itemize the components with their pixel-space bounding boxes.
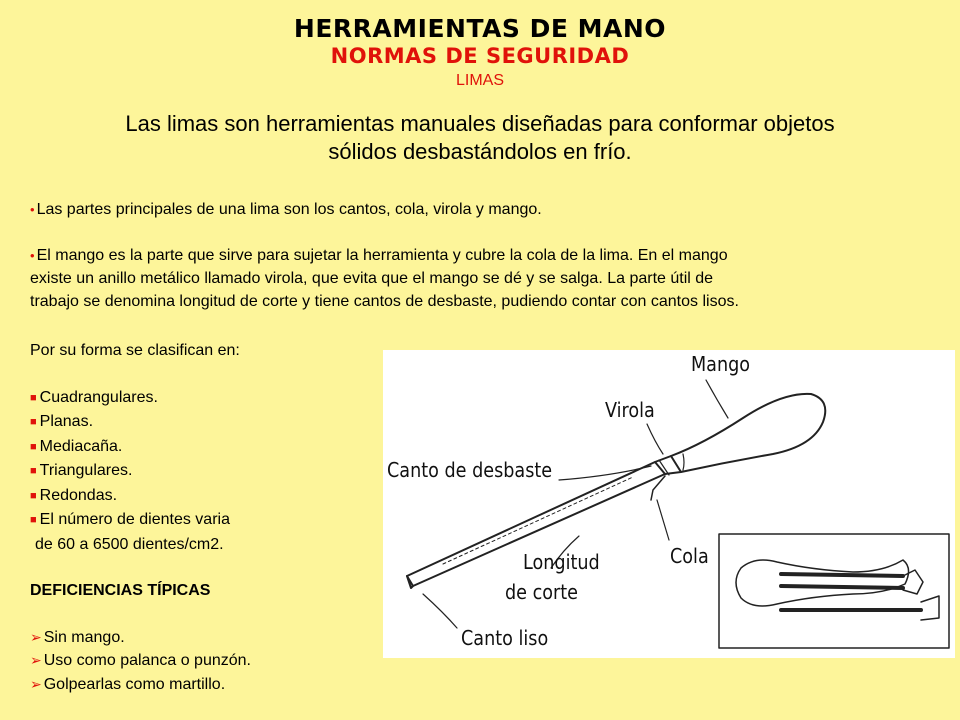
list-item: ■ Cuadrangulares. xyxy=(30,388,158,406)
paragraph-parts xyxy=(30,198,930,221)
label-canto-desbaste: Canto de desbaste xyxy=(387,458,553,482)
bullet-dot-icon: • xyxy=(30,248,35,263)
classification-heading: Por su forma se clasifican en: xyxy=(30,342,240,359)
arrow-bullet-icon: ➢ xyxy=(30,628,42,645)
deficiencies-heading: DEFICIENCIAS TÍPICAS xyxy=(30,582,211,599)
list-item: ➢ Uso como palanca o punzón. xyxy=(30,652,251,669)
intro-text xyxy=(40,110,920,166)
list-item: ■ El número de dientes varia xyxy=(30,511,230,528)
bullet-dot-icon: • xyxy=(30,202,35,217)
label-canto-liso: Canto liso xyxy=(461,626,549,650)
file-diagram xyxy=(383,350,955,658)
paragraph-parts-text: Las partes principales de una lima son los cantos, cola, virola y mango. xyxy=(36,201,542,218)
square-bullet-icon: ■ xyxy=(30,514,37,526)
label-de-corte: de corte xyxy=(505,580,579,604)
classification-list xyxy=(30,339,251,696)
square-bullet-icon: ■ xyxy=(30,416,37,428)
list-item: ■ Mediacaña. xyxy=(30,437,123,455)
label-mango: Mango xyxy=(691,352,751,376)
section-label: LIMAS xyxy=(455,72,504,89)
file-drawing-icon xyxy=(383,350,955,658)
label-virola: Virola xyxy=(605,398,655,422)
square-bullet-icon: ■ xyxy=(30,440,37,453)
list-item: ■ Redondas. xyxy=(30,486,118,504)
paragraph-mango xyxy=(30,244,930,313)
page-subtitle: NORMAS DE SEGURIDAD xyxy=(330,44,630,68)
arrow-bullet-icon: ➢ xyxy=(30,675,42,692)
intro-line-2: sólidos desbastándolos en frío. xyxy=(328,139,632,164)
intro-line-1: Las limas son herramientas manuales diseñadas para conformar objetos xyxy=(125,111,835,136)
square-bullet-icon: ■ xyxy=(30,489,37,502)
paragraph-mango-line-1: El mango es la parte que sirve para sujetar la herramienta y cubre la cola de la lima. En el mango xyxy=(36,247,728,264)
list-item: ➢ Sin mango. xyxy=(30,628,125,646)
list-item: ➢ Golpearlas como martillo. xyxy=(30,675,226,693)
label-cola: Cola xyxy=(670,544,709,568)
square-bullet-icon: ■ xyxy=(30,391,37,404)
arrow-bullet-icon: ➢ xyxy=(30,652,42,668)
paragraph-mango-line-3: trabajo se denomina longitud de corte y tiene cantos de desbaste, pudiendo contar con cantos lisos. xyxy=(30,293,739,310)
list-item: ■ Planas. xyxy=(30,413,94,430)
square-bullet-icon: ■ xyxy=(30,465,37,477)
paragraph-mango-line-2: existe un anillo metálico llamado virola, que evita que el mango se dé y se salga. La parte útil de xyxy=(30,270,714,287)
page-title: HERRAMIENTAS DE MANO xyxy=(293,14,667,43)
label-longitud: Longitud xyxy=(523,550,600,574)
list-item-continuation: de 60 a 6500 dientes/cm2. xyxy=(35,535,224,553)
list-item: ■ Triangulares. xyxy=(30,462,133,479)
